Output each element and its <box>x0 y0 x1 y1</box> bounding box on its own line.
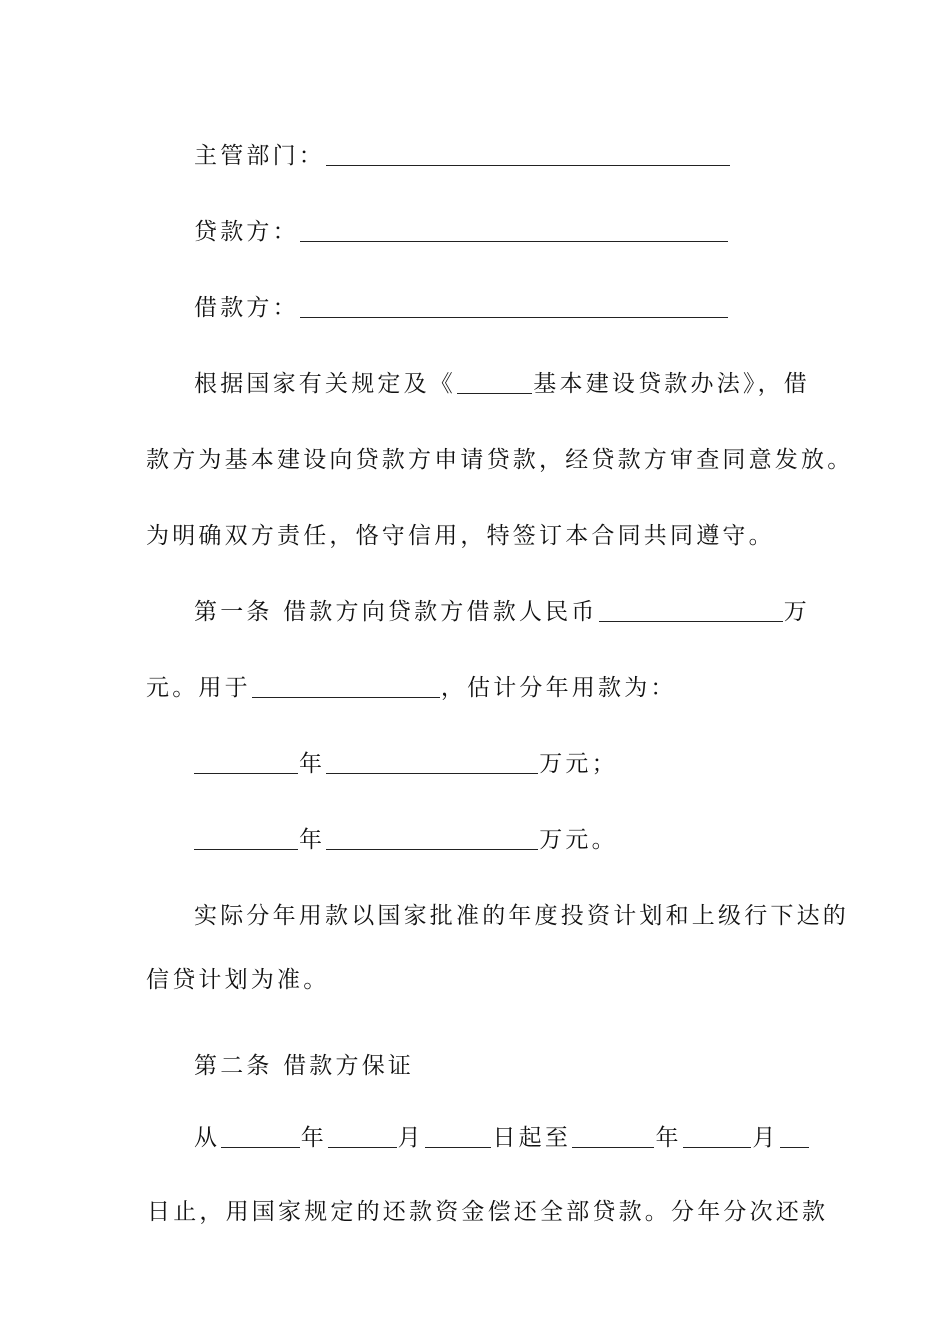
paragraph-line <box>146 508 810 548</box>
borrower-label: 借款方： <box>194 295 299 321</box>
amount-blank <box>326 831 538 850</box>
paragraph-line <box>146 952 810 992</box>
year-blank <box>221 1129 299 1148</box>
paragraph-line <box>146 888 849 929</box>
borrower-blank <box>300 299 728 318</box>
amount-blank <box>326 755 538 774</box>
yearly-amount-line <box>146 812 810 852</box>
lender-line <box>146 204 810 244</box>
lender-blank <box>300 223 728 242</box>
year-blank <box>194 831 298 850</box>
day-blank <box>425 1129 492 1148</box>
date-range-line <box>146 1110 810 1150</box>
text-segment: 日起至 <box>492 1125 572 1151</box>
paragraph-line <box>146 432 854 473</box>
amount-blank <box>599 603 783 622</box>
month-blank <box>328 1129 397 1148</box>
text-segment: 基本建设贷款办法》，借 <box>533 371 810 397</box>
text-segment: 款方为基本建设向贷款方申请贷款，经贷款方审查同意发放。 <box>146 447 854 473</box>
text-segment: 月 <box>397 1125 424 1151</box>
paragraph-line <box>146 1184 829 1225</box>
paragraph-line <box>146 356 810 396</box>
regulation-blank <box>457 375 532 394</box>
supervising-dept-line <box>146 128 810 168</box>
text-segment: 从 <box>194 1125 221 1151</box>
text-segment: 为明确双方责任，恪守信用，特签订本合同共同遵守。 <box>146 523 775 549</box>
text-segment: 万元； <box>539 751 618 777</box>
text-segment: 年 <box>300 1125 327 1151</box>
text-segment: 第一条 借款方向贷款方借款人民币 <box>194 599 598 625</box>
text-segment: 年 <box>655 1125 682 1151</box>
article-1-line <box>146 584 810 624</box>
article-2-heading <box>146 1038 810 1078</box>
borrower-line <box>146 280 810 320</box>
text-segment: 实际分年用款以国家批准的年度投资计划和上级行下达的 <box>194 903 849 929</box>
text-segment: 月 <box>752 1125 779 1151</box>
text-segment: 元。用于 <box>146 675 251 701</box>
text-segment: 日止，用国家规定的还款资金偿还全部贷款。分年分次还款 <box>147 1199 829 1225</box>
text-segment: 年 <box>299 827 326 853</box>
text-segment: 信贷计划为准。 <box>146 967 330 993</box>
text-segment: 根据国家有关规定及《 <box>194 371 456 397</box>
day-blank <box>780 1129 809 1148</box>
text-segment: 年 <box>299 751 326 777</box>
lender-label: 贷款方： <box>194 219 299 245</box>
supervising-dept-blank <box>326 147 730 166</box>
supervising-dept-label: 主管部门： <box>194 143 325 169</box>
text-segment: 万 <box>783 599 810 625</box>
purpose-blank <box>252 679 440 698</box>
month-blank <box>683 1129 752 1148</box>
text-segment: ，估计分年用款为： <box>440 675 677 701</box>
yearly-amount-line <box>146 736 810 776</box>
text-segment: 万元。 <box>539 827 618 853</box>
text-segment: 第二条 借款方保证 <box>194 1053 415 1079</box>
year-blank <box>194 755 298 774</box>
year-blank <box>572 1129 654 1148</box>
paragraph-line <box>146 660 810 700</box>
